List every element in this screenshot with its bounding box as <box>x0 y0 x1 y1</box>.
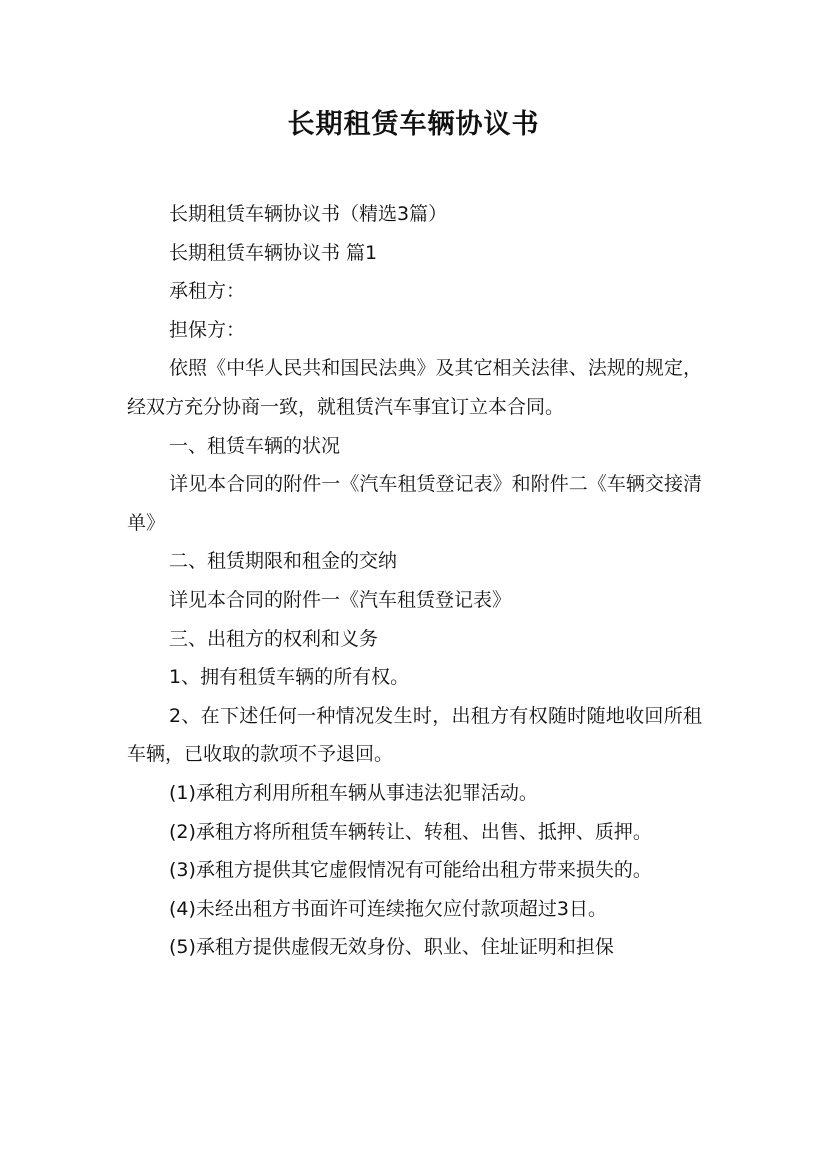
paragraph: 承租方： <box>169 280 246 303</box>
paragraph: 依照《中华人民共和国民法典》及其它相关法律、法规的规定，经双方充分协商一致，就租赁汽车事宜订立本合同。 <box>127 357 702 418</box>
paragraph: 1、拥有租赁车辆的所有权。 <box>169 666 410 689</box>
paragraph: 担保方： <box>169 318 246 341</box>
paragraph: 详见本合同的附件一《汽车租赁登记表》 <box>169 588 512 611</box>
section-heading: 一、租赁车辆的状况 <box>169 434 341 457</box>
list-item: (2)承租方将所租赁车辆转让、转租、出售、抵押、质押。 <box>169 820 652 843</box>
document-title: 长期租赁车辆协议书 <box>287 109 540 140</box>
list-item: (1)承租方利用所租车辆从事违法犯罪活动。 <box>169 781 538 804</box>
list-item: (5)承租方提供虚假无效身份、职业、住址证明和担保 <box>169 936 614 959</box>
section-heading: 二、租赁期限和租金的交纳 <box>169 550 398 573</box>
section-heading: 三、出租方的权利和义务 <box>169 627 379 650</box>
list-item: (4)未经出租方书面许可连续拖欠应付款项超过3日。 <box>169 897 608 920</box>
paragraph: 2、在下述任何一种情况发生时，出租方有权随时随地收回所租车辆，已收取的款项不予退回。 <box>127 704 702 766</box>
document-body <box>127 195 702 967</box>
paragraph: 长期租赁车辆协议书（精选3篇） <box>169 203 448 225</box>
paragraph: 详见本合同的附件一《汽车租赁登记表》和附件二《车辆交接清单》 <box>127 473 702 534</box>
list-item: (3)承租方提供其它虚假情况有可能给出租方带来损失的。 <box>169 859 652 882</box>
paragraph: 长期租赁车辆协议书 篇1 <box>169 241 378 264</box>
